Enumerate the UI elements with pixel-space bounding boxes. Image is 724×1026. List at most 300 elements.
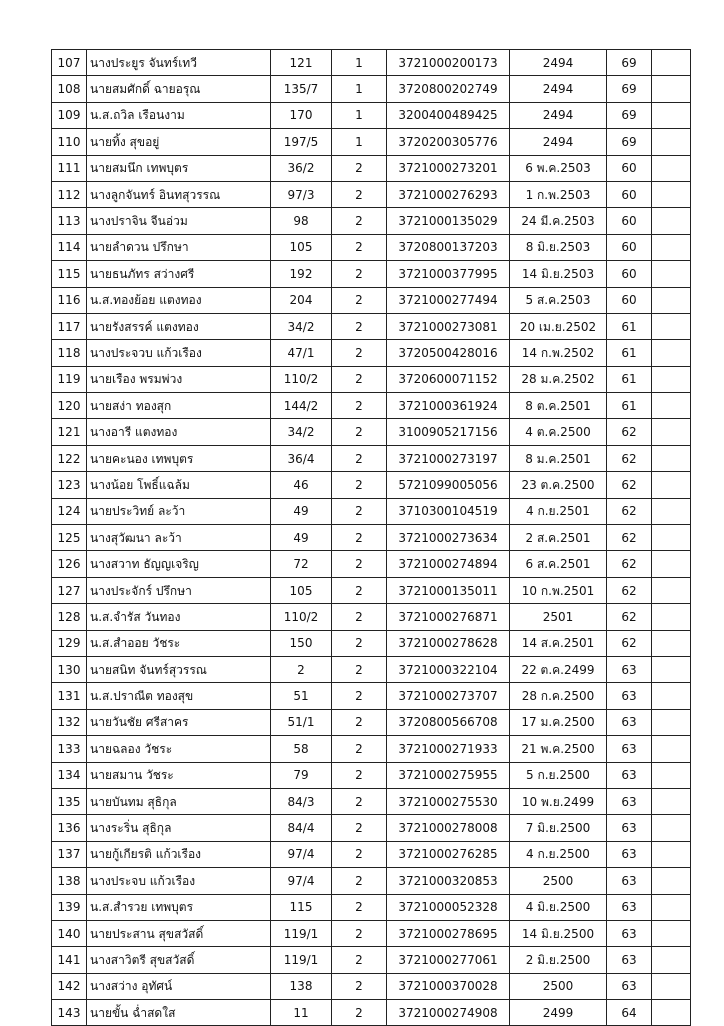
house-number-cell: 34/2	[271, 419, 332, 445]
house-number-cell: 46	[271, 472, 332, 498]
remark-cell	[652, 894, 691, 920]
name-cell: นายธนภัทร สว่างศรี	[87, 261, 271, 287]
village-number-cell: 2	[332, 683, 387, 709]
birth-date-cell: 4 มิ.ย.2500	[510, 894, 607, 920]
village-number-cell: 2	[332, 1000, 387, 1026]
name-cell: นายสง่า ทองสุก	[87, 393, 271, 419]
house-number-cell: 150	[271, 630, 332, 656]
national-id-cell: 3721000278695	[387, 920, 510, 946]
national-id-cell: 3721000322104	[387, 656, 510, 682]
age-cell: 62	[607, 604, 652, 630]
age-cell: 62	[607, 472, 652, 498]
remark-cell	[652, 234, 691, 260]
remark-cell	[652, 50, 691, 76]
table-row	[52, 340, 691, 366]
national-id-cell: 3721000274894	[387, 551, 510, 577]
name-cell: นางอารี แตงทอง	[87, 419, 271, 445]
remark-cell	[652, 683, 691, 709]
name-cell: นางสวาท ธัญญเจริญ	[87, 551, 271, 577]
village-number-cell: 2	[332, 155, 387, 181]
remark-cell	[652, 551, 691, 577]
birth-date-cell: 4 ก.ย.2501	[510, 498, 607, 524]
village-number-cell: 2	[332, 762, 387, 788]
name-cell: นายสมาน วัชระ	[87, 762, 271, 788]
remark-cell	[652, 472, 691, 498]
birth-date-cell: 4 ต.ค.2500	[510, 419, 607, 445]
national-id-cell: 3721000273197	[387, 445, 510, 471]
national-id-cell: 3721000273634	[387, 525, 510, 551]
row-number-cell: 111	[52, 155, 87, 181]
name-cell: นางประจวบ แก้วเรือง	[87, 340, 271, 366]
row-number-cell: 110	[52, 129, 87, 155]
row-number-cell: 116	[52, 287, 87, 313]
remark-cell	[652, 102, 691, 128]
house-number-cell: 110/2	[271, 604, 332, 630]
age-cell: 62	[607, 577, 652, 603]
table-row	[52, 393, 691, 419]
age-cell: 63	[607, 815, 652, 841]
village-number-cell: 2	[332, 656, 387, 682]
age-cell: 62	[607, 551, 652, 577]
table-row	[52, 50, 691, 76]
age-cell: 69	[607, 50, 652, 76]
remark-cell	[652, 129, 691, 155]
birth-date-cell: 24 มี.ค.2503	[510, 208, 607, 234]
row-number-cell: 135	[52, 788, 87, 814]
name-cell: นางประจักร์ ปรึกษา	[87, 577, 271, 603]
house-number-cell: 58	[271, 736, 332, 762]
village-number-cell: 2	[332, 261, 387, 287]
remark-cell	[652, 419, 691, 445]
birth-date-cell: 2500	[510, 973, 607, 999]
row-number-cell: 112	[52, 181, 87, 207]
name-cell: นายสมนึก เทพบุตร	[87, 155, 271, 181]
house-number-cell: 51	[271, 683, 332, 709]
table-row	[52, 445, 691, 471]
national-id-cell: 3100905217156	[387, 419, 510, 445]
table-row	[52, 551, 691, 577]
house-number-cell: 34/2	[271, 313, 332, 339]
village-number-cell: 2	[332, 419, 387, 445]
row-number-cell: 126	[52, 551, 87, 577]
row-number-cell: 107	[52, 50, 87, 76]
age-cell: 62	[607, 525, 652, 551]
village-number-cell: 1	[332, 129, 387, 155]
village-number-cell: 2	[332, 445, 387, 471]
table-row	[52, 498, 691, 524]
national-id-cell: 3721000278628	[387, 630, 510, 656]
house-number-cell: 119/1	[271, 947, 332, 973]
name-cell: นายประสาน สุขสวัสดิ์	[87, 920, 271, 946]
table-row	[52, 472, 691, 498]
village-number-cell: 2	[332, 894, 387, 920]
national-id-cell: 3721000275530	[387, 788, 510, 814]
house-number-cell: 2	[271, 656, 332, 682]
name-cell: นางลูกจันทร์ อินทสุวรรณ	[87, 181, 271, 207]
row-number-cell: 118	[52, 340, 87, 366]
remark-cell	[652, 340, 691, 366]
house-number-cell: 49	[271, 498, 332, 524]
birth-date-cell: 2499	[510, 1000, 607, 1026]
national-id-cell: 3720200305776	[387, 129, 510, 155]
house-number-cell: 144/2	[271, 393, 332, 419]
table-row	[52, 1000, 691, 1026]
row-number-cell: 130	[52, 656, 87, 682]
row-number-cell: 140	[52, 920, 87, 946]
remark-cell	[652, 155, 691, 181]
row-number-cell: 125	[52, 525, 87, 551]
house-number-cell: 197/5	[271, 129, 332, 155]
name-cell: นายลำดวน ปรึกษา	[87, 234, 271, 260]
house-number-cell: 135/7	[271, 76, 332, 102]
national-id-cell: 3720600071152	[387, 366, 510, 392]
birth-date-cell: 2500	[510, 868, 607, 894]
village-number-cell: 2	[332, 788, 387, 814]
village-number-cell: 1	[332, 102, 387, 128]
name-cell: นางประจบ แก้วเรือง	[87, 868, 271, 894]
remark-cell	[652, 788, 691, 814]
table-row	[52, 604, 691, 630]
national-id-cell: 3721000271933	[387, 736, 510, 762]
remark-cell	[652, 815, 691, 841]
row-number-cell: 113	[52, 208, 87, 234]
row-number-cell: 108	[52, 76, 87, 102]
remark-cell	[652, 841, 691, 867]
birth-date-cell: 23 ต.ค.2500	[510, 472, 607, 498]
name-cell: นางระริ่น สุธิกุล	[87, 815, 271, 841]
house-number-cell: 105	[271, 234, 332, 260]
national-id-cell: 3721000361924	[387, 393, 510, 419]
house-number-cell: 192	[271, 261, 332, 287]
village-number-cell: 2	[332, 366, 387, 392]
row-number-cell: 117	[52, 313, 87, 339]
age-cell: 63	[607, 736, 652, 762]
remark-cell	[652, 445, 691, 471]
name-cell: นางสว่าง อุทัศน์	[87, 973, 271, 999]
row-number-cell: 138	[52, 868, 87, 894]
village-number-cell: 2	[332, 393, 387, 419]
house-number-cell: 36/2	[271, 155, 332, 181]
birth-date-cell: 8 ม.ค.2501	[510, 445, 607, 471]
birth-date-cell: 2494	[510, 50, 607, 76]
remark-cell	[652, 181, 691, 207]
birth-date-cell: 5 ก.ย.2500	[510, 762, 607, 788]
village-number-cell: 2	[332, 287, 387, 313]
age-cell: 63	[607, 762, 652, 788]
house-number-cell: 115	[271, 894, 332, 920]
birth-date-cell: 2494	[510, 102, 607, 128]
name-cell: นายฉลอง วัชระ	[87, 736, 271, 762]
remark-cell	[652, 366, 691, 392]
table-row	[52, 630, 691, 656]
village-number-cell: 2	[332, 973, 387, 999]
name-cell: นายเรือง พรมพ่วง	[87, 366, 271, 392]
remark-cell	[652, 868, 691, 894]
table-row	[52, 920, 691, 946]
birth-date-cell: 14 ส.ค.2501	[510, 630, 607, 656]
name-cell: น.ส.สำรวย เทพบุตร	[87, 894, 271, 920]
age-cell: 61	[607, 313, 652, 339]
age-cell: 63	[607, 788, 652, 814]
table-row	[52, 234, 691, 260]
birth-date-cell: 14 มิ.ย.2500	[510, 920, 607, 946]
house-number-cell: 138	[271, 973, 332, 999]
age-cell: 62	[607, 498, 652, 524]
national-id-cell: 3721000276293	[387, 181, 510, 207]
village-number-cell: 2	[332, 234, 387, 260]
table-row	[52, 736, 691, 762]
village-number-cell: 2	[332, 340, 387, 366]
remark-cell	[652, 313, 691, 339]
age-cell: 69	[607, 129, 652, 155]
remark-cell	[652, 261, 691, 287]
birth-date-cell: 7 มิ.ย.2500	[510, 815, 607, 841]
national-id-cell: 3721000277494	[387, 287, 510, 313]
row-number-cell: 139	[52, 894, 87, 920]
village-number-cell: 2	[332, 709, 387, 735]
house-number-cell: 49	[271, 525, 332, 551]
remark-cell	[652, 762, 691, 788]
birth-date-cell: 2501	[510, 604, 607, 630]
table-row	[52, 155, 691, 181]
row-number-cell: 132	[52, 709, 87, 735]
table-row	[52, 261, 691, 287]
village-number-cell: 2	[332, 313, 387, 339]
national-id-cell: 3721000276871	[387, 604, 510, 630]
house-number-cell: 204	[271, 287, 332, 313]
birth-date-cell: 6 พ.ค.2503	[510, 155, 607, 181]
age-cell: 60	[607, 208, 652, 234]
house-number-cell: 170	[271, 102, 332, 128]
name-cell: นายคะนอง เทพบุตร	[87, 445, 271, 471]
village-number-cell: 2	[332, 841, 387, 867]
village-number-cell: 2	[332, 181, 387, 207]
remark-cell	[652, 287, 691, 313]
row-number-cell: 128	[52, 604, 87, 630]
national-id-cell: 3721000278008	[387, 815, 510, 841]
national-id-cell: 3721000200173	[387, 50, 510, 76]
birth-date-cell: 2494	[510, 129, 607, 155]
village-number-cell: 2	[332, 868, 387, 894]
age-cell: 64	[607, 1000, 652, 1026]
national-id-cell: 3720800137203	[387, 234, 510, 260]
table-row	[52, 102, 691, 128]
village-number-cell: 2	[332, 525, 387, 551]
name-cell: นายประวิทย์ ละว้า	[87, 498, 271, 524]
row-number-cell: 115	[52, 261, 87, 287]
age-cell: 63	[607, 868, 652, 894]
birth-date-cell: 10 ก.พ.2501	[510, 577, 607, 603]
national-id-cell: 3720800202749	[387, 76, 510, 102]
house-number-cell: 97/3	[271, 181, 332, 207]
table-row	[52, 841, 691, 867]
age-cell: 60	[607, 181, 652, 207]
remark-cell	[652, 973, 691, 999]
national-id-cell: 3721000320853	[387, 868, 510, 894]
age-cell: 63	[607, 920, 652, 946]
name-cell: นายขั้น ฉ่ำสดใส	[87, 1000, 271, 1026]
remark-cell	[652, 736, 691, 762]
remark-cell	[652, 498, 691, 524]
table-row	[52, 76, 691, 102]
remark-cell	[652, 76, 691, 102]
table-row	[52, 577, 691, 603]
name-cell: นางปราจิน จีนอ่วม	[87, 208, 271, 234]
row-number-cell: 123	[52, 472, 87, 498]
house-number-cell: 72	[271, 551, 332, 577]
row-number-cell: 142	[52, 973, 87, 999]
table-row	[52, 683, 691, 709]
age-cell: 69	[607, 76, 652, 102]
table-row	[52, 762, 691, 788]
birth-date-cell: 8 ต.ค.2501	[510, 393, 607, 419]
national-id-cell: 3721000052328	[387, 894, 510, 920]
age-cell: 62	[607, 630, 652, 656]
birth-date-cell: 10 พ.ย.2499	[510, 788, 607, 814]
name-cell: น.ส.จำรัส วันทอง	[87, 604, 271, 630]
house-number-cell: 51/1	[271, 709, 332, 735]
remark-cell	[652, 630, 691, 656]
birth-date-cell: 2494	[510, 76, 607, 102]
birth-date-cell: 17 ม.ค.2500	[510, 709, 607, 735]
remark-cell	[652, 947, 691, 973]
row-number-cell: 134	[52, 762, 87, 788]
birth-date-cell: 6 ส.ค.2501	[510, 551, 607, 577]
village-number-cell: 2	[332, 604, 387, 630]
age-cell: 63	[607, 841, 652, 867]
row-number-cell: 137	[52, 841, 87, 867]
name-cell: นายสมศักดิ์ ฉายอรุณ	[87, 76, 271, 102]
table-row	[52, 525, 691, 551]
national-id-cell: 5721099005056	[387, 472, 510, 498]
village-number-cell: 2	[332, 472, 387, 498]
village-number-cell: 2	[332, 736, 387, 762]
birth-date-cell: 2 ส.ค.2501	[510, 525, 607, 551]
row-number-cell: 127	[52, 577, 87, 603]
table-row	[52, 709, 691, 735]
village-number-cell: 2	[332, 947, 387, 973]
name-cell: นายสนิท จันทร์สุวรรณ	[87, 656, 271, 682]
name-cell: น.ส.ปราณีต ทองสุข	[87, 683, 271, 709]
house-number-cell: 47/1	[271, 340, 332, 366]
age-cell: 60	[607, 287, 652, 313]
row-number-cell: 141	[52, 947, 87, 973]
row-number-cell: 133	[52, 736, 87, 762]
row-number-cell: 121	[52, 419, 87, 445]
age-cell: 63	[607, 973, 652, 999]
age-cell: 61	[607, 366, 652, 392]
name-cell: น.ส.ถวิล เรือนงาม	[87, 102, 271, 128]
birth-date-cell: 28 ก.ค.2500	[510, 683, 607, 709]
national-id-cell: 3721000135011	[387, 577, 510, 603]
row-number-cell: 143	[52, 1000, 87, 1026]
name-cell: นางน้อย โพธิ์แฉล้ม	[87, 472, 271, 498]
house-number-cell: 11	[271, 1000, 332, 1026]
remark-cell	[652, 1000, 691, 1026]
village-number-cell: 1	[332, 50, 387, 76]
birth-date-cell: 28 ม.ค.2502	[510, 366, 607, 392]
table-row	[52, 815, 691, 841]
national-id-cell: 3721000273081	[387, 313, 510, 339]
remark-cell	[652, 920, 691, 946]
national-id-cell: 3721000273707	[387, 683, 510, 709]
house-number-cell: 84/4	[271, 815, 332, 841]
row-number-cell: 136	[52, 815, 87, 841]
table-row	[52, 947, 691, 973]
name-cell: นางสุวัฒนา ละว้า	[87, 525, 271, 551]
house-number-cell: 97/4	[271, 868, 332, 894]
birth-date-cell: 21 พ.ค.2500	[510, 736, 607, 762]
row-number-cell: 119	[52, 366, 87, 392]
remark-cell	[652, 604, 691, 630]
village-number-cell: 2	[332, 920, 387, 946]
age-cell: 63	[607, 709, 652, 735]
house-number-cell: 36/4	[271, 445, 332, 471]
table-row	[52, 208, 691, 234]
age-cell: 63	[607, 656, 652, 682]
age-cell: 63	[607, 947, 652, 973]
remark-cell	[652, 577, 691, 603]
table-row	[52, 894, 691, 920]
village-number-cell: 2	[332, 498, 387, 524]
table-row	[52, 656, 691, 682]
row-number-cell: 131	[52, 683, 87, 709]
table-row	[52, 868, 691, 894]
birth-date-cell: 4 ก.ย.2500	[510, 841, 607, 867]
remark-cell	[652, 393, 691, 419]
row-number-cell: 114	[52, 234, 87, 260]
table-row	[52, 788, 691, 814]
national-id-cell: 3721000274908	[387, 1000, 510, 1026]
name-cell: นางประยูร จันทร์เทวี	[87, 50, 271, 76]
village-number-cell: 2	[332, 815, 387, 841]
table-row	[52, 973, 691, 999]
birth-date-cell: 14 มิ.ย.2503	[510, 261, 607, 287]
elderly-roster-table	[51, 49, 691, 1026]
row-number-cell: 109	[52, 102, 87, 128]
national-id-cell: 3721000273201	[387, 155, 510, 181]
age-cell: 60	[607, 155, 652, 181]
table-row	[52, 419, 691, 445]
row-number-cell: 122	[52, 445, 87, 471]
national-id-cell: 3720500428016	[387, 340, 510, 366]
house-number-cell: 105	[271, 577, 332, 603]
national-id-cell: 3721000377995	[387, 261, 510, 287]
table-row	[52, 366, 691, 392]
house-number-cell: 98	[271, 208, 332, 234]
village-number-cell: 2	[332, 630, 387, 656]
roster-table-body	[52, 50, 691, 1026]
remark-cell	[652, 525, 691, 551]
national-id-cell: 3721000275955	[387, 762, 510, 788]
table-row	[52, 129, 691, 155]
national-id-cell: 3721000276285	[387, 841, 510, 867]
name-cell: นางสาวิตรี สุขสวัสดิ์	[87, 947, 271, 973]
birth-date-cell: 20 เม.ย.2502	[510, 313, 607, 339]
village-number-cell: 1	[332, 76, 387, 102]
remark-cell	[652, 709, 691, 735]
table-row	[52, 313, 691, 339]
name-cell: นายวันชัย ศรีสาคร	[87, 709, 271, 735]
table-row	[52, 287, 691, 313]
birth-date-cell: 22 ต.ค.2499	[510, 656, 607, 682]
row-number-cell: 120	[52, 393, 87, 419]
house-number-cell: 79	[271, 762, 332, 788]
house-number-cell: 110/2	[271, 366, 332, 392]
house-number-cell: 119/1	[271, 920, 332, 946]
birth-date-cell: 5 ส.ค.2503	[510, 287, 607, 313]
remark-cell	[652, 656, 691, 682]
